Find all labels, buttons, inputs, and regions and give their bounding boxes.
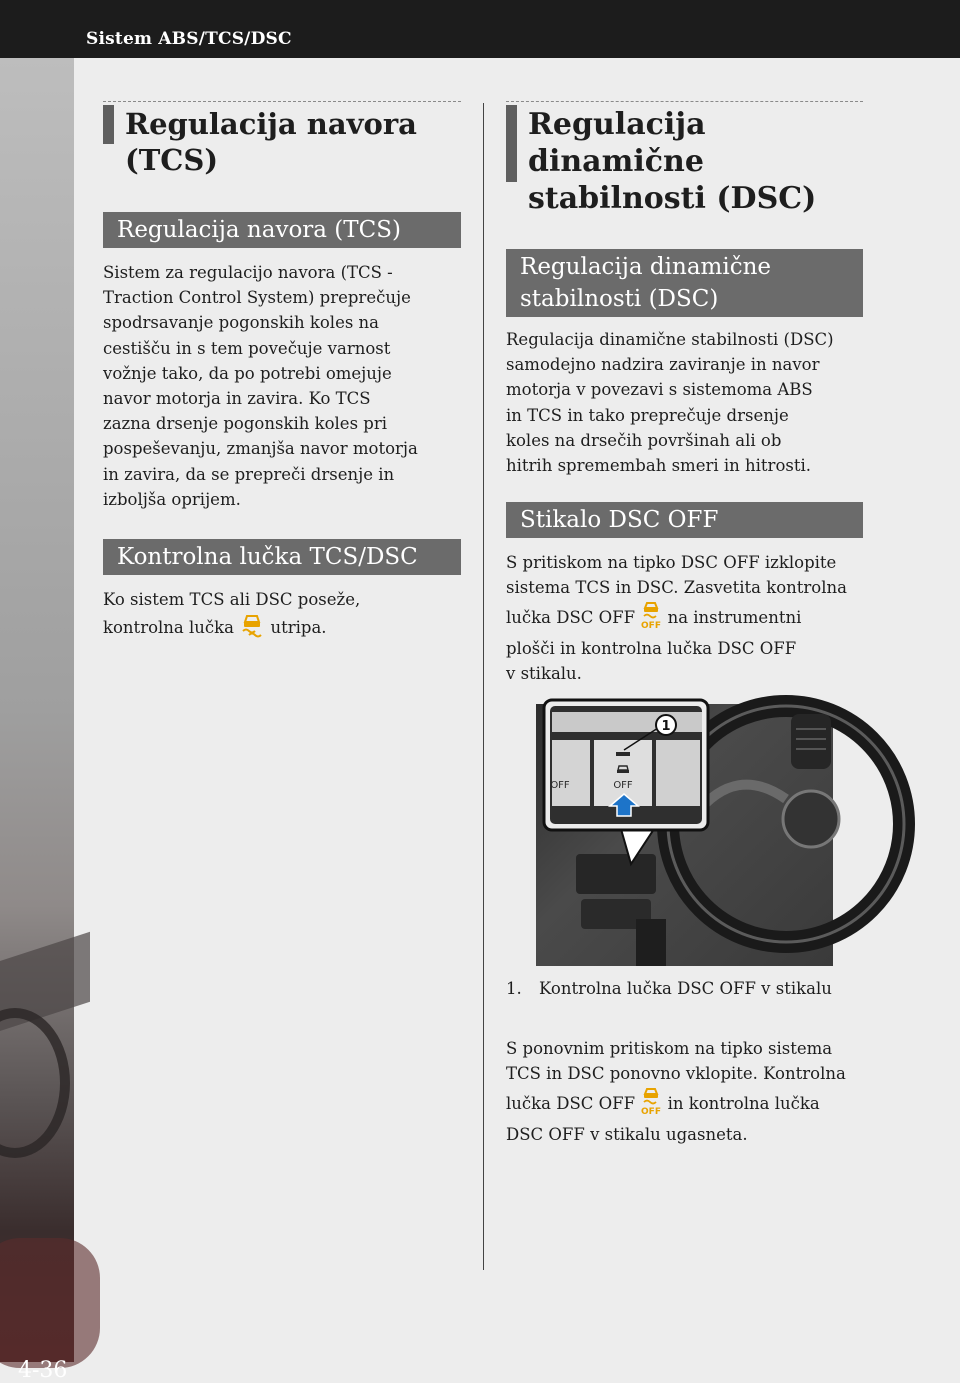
- heading-line: Regulacija dinamične: [528, 107, 706, 179]
- text-segment: utripa.: [270, 618, 327, 638]
- tcs-paragraph: [103, 260, 461, 512]
- subheading-dsc-off-switch: Stikalo DSC OFF: [506, 502, 863, 538]
- text-line: pospeševanju, zmanjša navor motorja: [103, 439, 418, 459]
- text-line: [103, 612, 461, 645]
- text-line: v stikalu.: [506, 664, 582, 684]
- heading-text: Regulacija navora (TCS): [125, 107, 417, 177]
- text-segment: lučka DSC OFF: [506, 607, 636, 627]
- column-divider: [483, 103, 484, 1270]
- text-line: in zavira, da se prepreči drsenje in: [103, 464, 395, 484]
- subheading-line: Regulacija dinamične: [520, 254, 772, 280]
- text-segment: lučka DSC OFF: [506, 1093, 636, 1113]
- text-line: cestišču in s tem povečuje varnost: [103, 338, 391, 358]
- text-segment: in kontrolna lučka: [667, 1093, 820, 1113]
- text-line: Ko sistem TCS ali DSC poseže,: [103, 590, 361, 610]
- figure-caption: [506, 979, 863, 998]
- dsc-off-icon: [640, 601, 662, 636]
- left-column: [103, 101, 461, 645]
- dashboard-illustration: [536, 704, 833, 966]
- subheading-dsc: [506, 249, 863, 317]
- text-line: [506, 601, 863, 636]
- text-line: in TCS in tako preprečuje drsenje: [506, 405, 789, 425]
- main-heading-tcs: [103, 101, 461, 178]
- header-bar: [0, 0, 960, 58]
- dsc-paragraph: [506, 327, 863, 478]
- text-line: DSC OFF v stikalu ugasneta.: [506, 1124, 748, 1144]
- text-line: samodejno nadzira zaviranje in navor: [506, 355, 820, 375]
- steering-wheel-shape: [0, 1008, 70, 1158]
- text-line: S ponovnim pritiskom na tipko sistema: [506, 1039, 833, 1059]
- text-line: Traction Control System) preprečuje: [103, 288, 411, 308]
- figure: [536, 704, 863, 966]
- text-line: spodrsavanje pogonskih koles na: [103, 313, 380, 333]
- section-title: Sistem ABS/TCS/DSC: [86, 29, 292, 49]
- callout-number: 1: [661, 719, 671, 735]
- indicator-paragraph: [103, 587, 461, 645]
- text-line: Regulacija dinamične stabilnosti (DSC): [506, 330, 834, 349]
- text-segment: kontrolna lučka: [103, 618, 234, 638]
- text-line: zazna drsenje pogonskih koles pri: [103, 414, 388, 434]
- text-segment: na instrumentni: [667, 607, 802, 627]
- right-column: [506, 101, 863, 1147]
- page-number: 4-36: [18, 1358, 68, 1383]
- caption-number: 1.: [506, 979, 522, 999]
- text-line: TCS in DSC ponovno vklopite. Kontrolna: [506, 1064, 846, 1084]
- subheading-tcs: Regulacija navora (TCS): [103, 212, 461, 248]
- text-line: [506, 1087, 863, 1122]
- main-heading-dsc: [506, 101, 863, 217]
- reactivate-paragraph: [506, 1036, 863, 1147]
- text-line: hitrih spremembah smeri in hitrosti.: [506, 456, 811, 476]
- text-line: izboljša oprijem.: [103, 489, 241, 509]
- text-line: motorja v povezavi s sistemoma ABS: [506, 380, 813, 400]
- text-line: sistema TCS in DSC. Zasvetita kontrolna: [506, 578, 847, 598]
- switch-left-off-label: OFF: [550, 780, 570, 792]
- heading-line: stabilnosti (DSC): [528, 181, 817, 216]
- caption-text: Kontrolna lučka DSC OFF v stikalu: [539, 979, 832, 999]
- tcs-dsc-warning-icon: [239, 612, 265, 645]
- subheading-line: stabilnosti (DSC): [520, 286, 719, 312]
- text-line: plošči in kontrolna lučka DSC OFF: [506, 638, 797, 658]
- text-line: vožnje tako, da po potrebi omejuje: [103, 363, 392, 383]
- text-line: Sistem za regulacijo navora (TCS -: [103, 263, 393, 282]
- subheading-indicator: Kontrolna lučka TCS/DSC: [103, 539, 461, 575]
- seat-shape: [0, 1238, 100, 1368]
- icon-off-text: OFF: [641, 620, 662, 631]
- text-line: navor motorja in zavira. Ko TCS: [103, 389, 371, 409]
- switch-off-label: OFF: [613, 780, 633, 792]
- icon-off-text: OFF: [641, 1106, 662, 1117]
- sidebar-photo: [0, 58, 74, 1383]
- dsc-off-icon: [640, 1087, 662, 1122]
- dashboard-photo: [536, 704, 833, 966]
- dsc-off-paragraph: [506, 550, 863, 686]
- text-line: S pritiskom na tipko DSC OFF izklopite: [506, 553, 837, 573]
- text-line: koles na drsečih površinah ali ob: [506, 430, 782, 450]
